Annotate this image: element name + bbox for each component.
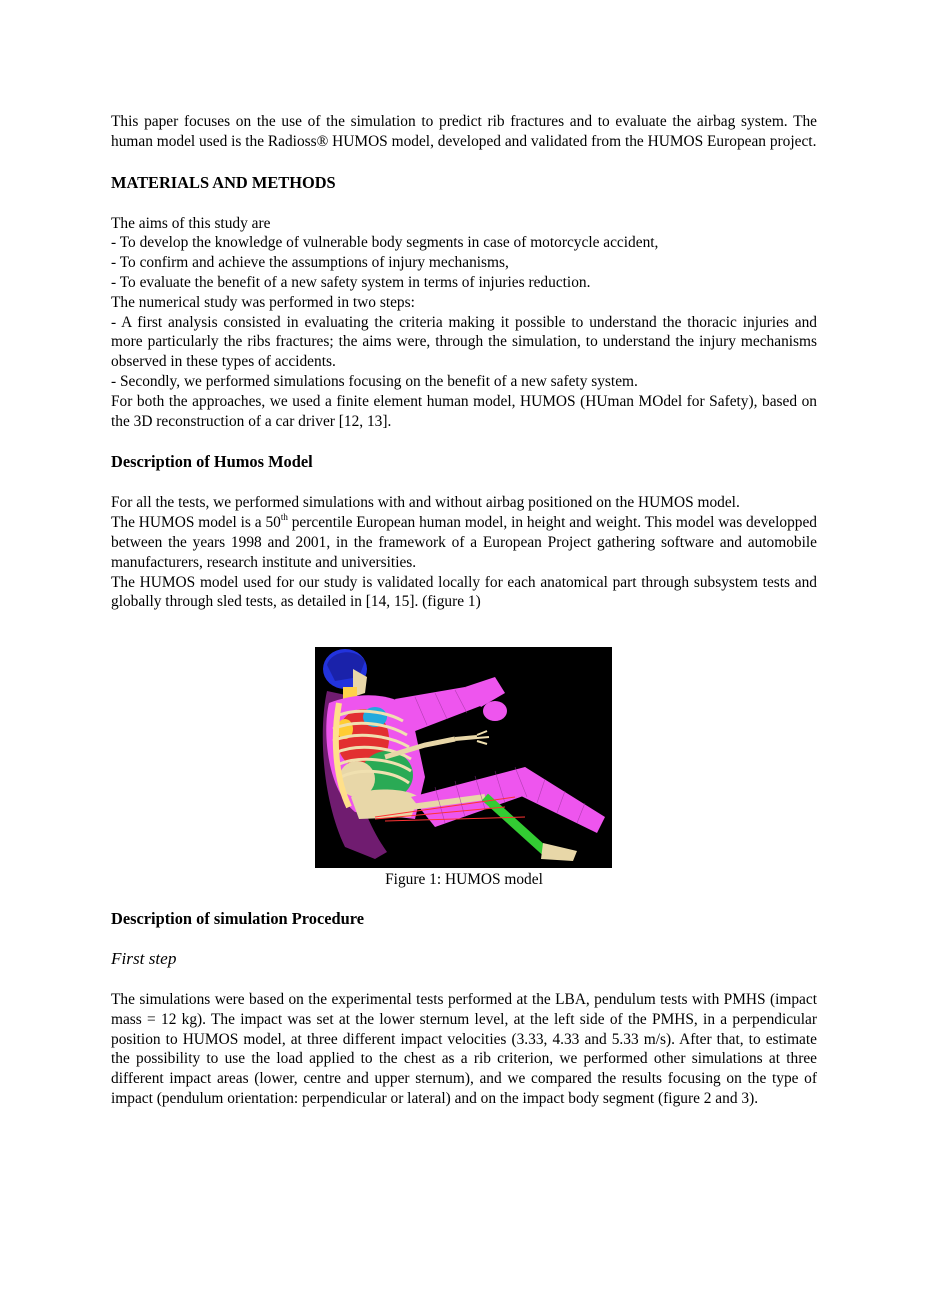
aim-item: - To develop the knowledge of vulnerable body segments in case of motorcycle accident, — [111, 234, 659, 252]
page-content-lower — [111, 909, 817, 1109]
humos-paragraph-3: The HUMOS model used for our study is validated locally for each anatomical part through subsystem tests and globally through sled tests, as detailed in [14, 15]. (figure 1) — [111, 573, 817, 611]
simulation-paragraph: The simulations were based on the experimental tests performed at the LBA, pendulum tests with PMHS (impact mass = 12 kg). The impact was set at the lower sternum level, at the left side of the PMHS, in a perpendicular position to HUMOS model, at three different impact velocities (3.33, 4.33 and 5.33 m/s). After that, to estimate the possibility to use the load applied to the chest as a rib criterion, we performed other simulations at three different impact areas (lower, centre and upper sternum), and we compared the results focusing on the type of impact (pendulum orientation: perpendicular or lateral) and on the impact body segment (figure 2 and 3). — [111, 991, 817, 1107]
step-2-text: - Secondly, we performed simulations focusing on the benefit of a new safety system. — [111, 372, 638, 390]
aims-intro: The aims of this study are — [111, 214, 271, 232]
aim-item: - To evaluate the benefit of a new safety system in terms of injuries reduction. — [111, 273, 591, 291]
humos-model-figure — [315, 647, 612, 868]
simulation-heading: Description of simulation Procedure — [111, 909, 364, 928]
first-step-subheading: First step — [111, 949, 177, 968]
figure-caption: Figure 1: HUMOS model — [385, 871, 543, 888]
humos-paragraph-2: The HUMOS model is a 50th percentile European human model, in height and weight. This model was developped between the years 1998 and 2001, in the framework of a European Project gathering software and automobile manufacturers, research institute and universities. — [111, 512, 817, 571]
aim-item: - To confirm and achieve the assumptions of injury mechanisms, — [111, 254, 509, 272]
materials-heading: MATERIALS AND METHODS — [111, 172, 336, 192]
steps-intro: The numerical study was performed in two steps: — [111, 293, 415, 311]
approach-text: For both the approaches, we used a finite element human model, HUMOS (HUman MOdel for Safety), based on the 3D reconstruction of a car driver [12, 13]. — [111, 392, 817, 430]
step-1-text: - A first analysis consisted in evaluating the criteria making it possible to understand the thoracic injuries and more particularly the ribs fractures; the aims were, through the simulation, to understand the injury mechanisms observed in these types of accidents. — [111, 313, 817, 371]
humos-model-illustration — [315, 647, 612, 868]
humos-line-1: For all the tests, we performed simulations with and without airbag positioned on the HUMOS model. — [111, 494, 740, 512]
page-content — [111, 112, 817, 612]
humos-heading: Description of Humos Model — [111, 452, 313, 472]
intro-paragraph: This paper focuses on the use of the simulation to predict rib fractures and to evaluate the airbag system. The human model used is the Radioss® HUMOS model, developed and validated from the HUMOS European project. — [111, 113, 817, 150]
